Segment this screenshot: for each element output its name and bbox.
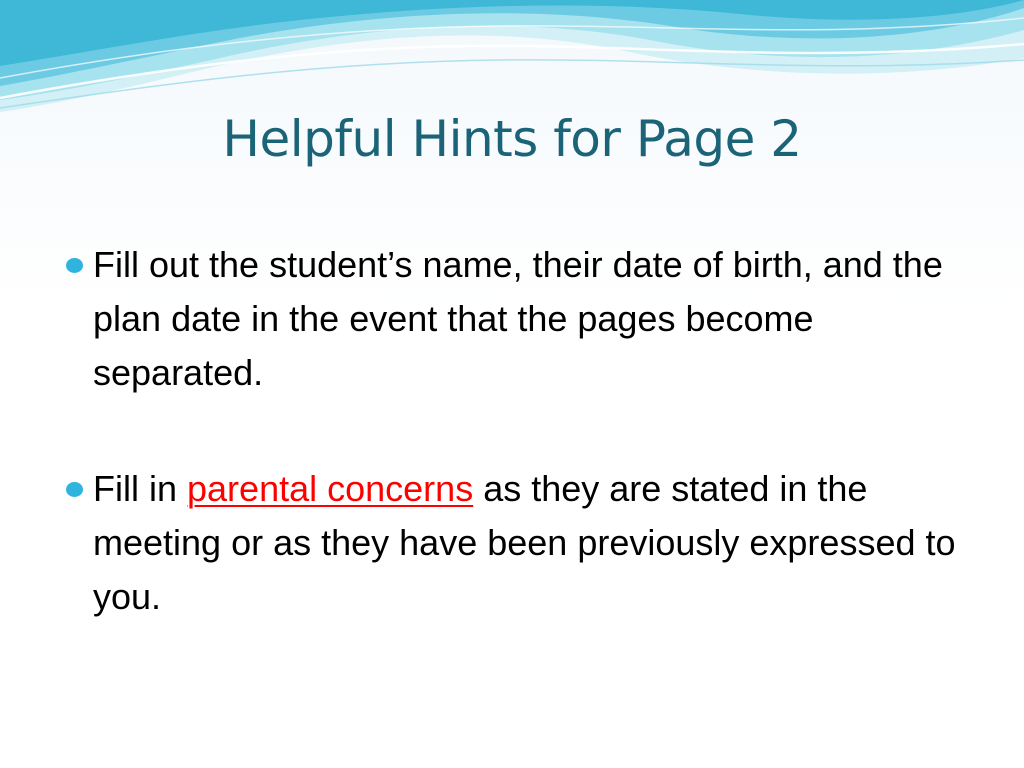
bullet-dot-icon [66, 482, 83, 497]
bullet-text-tail: as they are stated in the meeting or as they have been previously expressed to you. [93, 468, 956, 617]
parental-concerns-link[interactable]: parental concerns [187, 468, 474, 509]
bullet-list [62, 238, 962, 624]
bullet-item-name-birth-date [62, 238, 962, 400]
bullet-item-parental-concerns [62, 462, 962, 624]
bullet-text-lead: Fill in [93, 468, 188, 509]
bullet-text: Fill out the student’s name, their date of birth, and the plan date in the event that the pages become separated. [93, 244, 943, 393]
slide-title: Helpful Hints for Page 2 [222, 110, 802, 168]
bullet-dot-icon [66, 258, 83, 273]
